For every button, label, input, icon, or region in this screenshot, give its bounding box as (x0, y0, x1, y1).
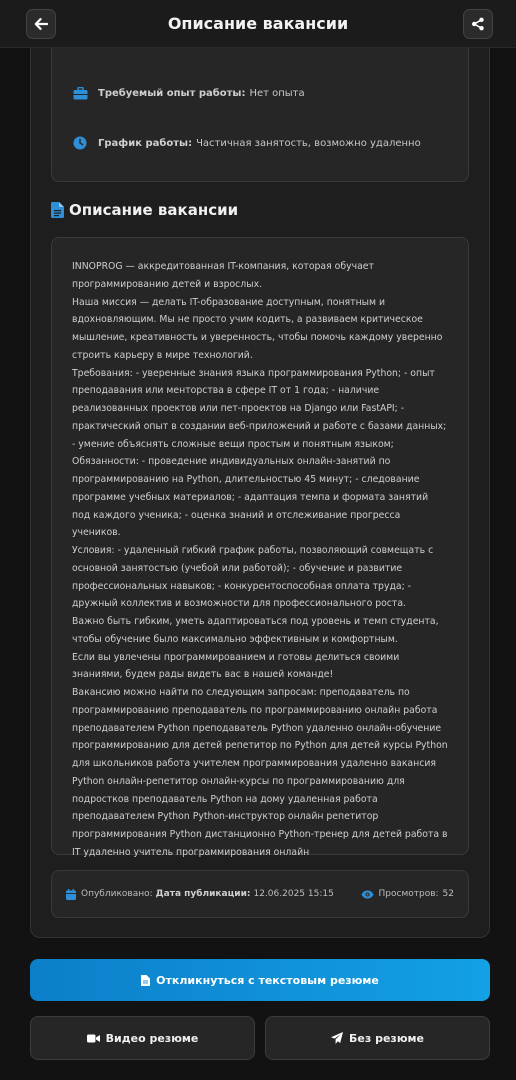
clock-icon (72, 135, 88, 151)
apply-label: Откликнуться с текстовым резюме (156, 973, 379, 987)
publication-meta (51, 870, 469, 918)
eye-icon (361, 890, 374, 899)
description-paragraph: Наша миссия — делать IT-образование доступным, понятным и вдохновляющим. Мы не просто учим кодить, а развиваем критическое мышление, креативность и уверенность, чтобы помочь каждому уверенно строить карьеру в мире технологий. (72, 296, 443, 361)
apply-with-text-resume-button[interactable] (30, 959, 490, 1001)
video-camera-icon (87, 1034, 100, 1043)
description-paragraph: Важно быть гибким, уметь адаптироваться под уровень и темп студента, чтобы обучение было максимально эффективным и комфортным. (72, 616, 439, 645)
experience-label: Требуемый опыт работы: (98, 87, 246, 99)
back-button[interactable] (26, 9, 56, 39)
experience-value: Нет опыта (249, 87, 305, 99)
schedule-value: Частичная занятость, возможно удаленно (196, 137, 421, 149)
section-title: Описание вакансии (69, 201, 239, 219)
experience-row (72, 85, 305, 101)
description-heading (51, 201, 238, 219)
video-resume-button[interactable] (30, 1016, 255, 1060)
document-icon (51, 202, 64, 218)
vacancy-card (30, 48, 490, 938)
publication-info (66, 889, 334, 900)
video-resume-label: Видео резюме (105, 1031, 199, 1045)
file-icon (141, 975, 150, 986)
briefcase-icon (72, 85, 88, 101)
page-title: Описание вакансии (167, 14, 349, 33)
description-paragraph: INNOPROG — аккредитованная IT-компания, которая обучает программированию детей и взрослых. (72, 261, 374, 290)
share-icon (471, 17, 485, 31)
vacancy-info-box (51, 48, 469, 182)
calendar-icon (66, 889, 76, 900)
no-resume-button[interactable] (265, 1016, 490, 1060)
description-paragraph: Требования: - уверенные знания языка программирования Python; - опыт преподавания или менторства в сфере IT от 1 года; - наличие реализованных проектов или пет-проектов на Django или FastAPI; - практический опыт в создании веб-приложений и работе с базами данных; - умение объяснять сложные вещи простым и понятным языком; (72, 367, 447, 450)
views-info (361, 889, 454, 899)
top-bar (0, 0, 516, 48)
share-button[interactable] (463, 9, 493, 39)
description-paragraph: Обязанности: - проведение индивидуальных онлайн-занятий по программированию на Python, длительностью 45 минут; - следование программе учебных материалов; - адаптация темпа и формата занятий под каждого ученика; - оценка знаний и отслеживание прогресса учеников. (72, 456, 429, 539)
description-paragraph: Условия: - удаленный гибкий график работы, позволяющий совмещать с основной занятостью (учебой или работой); - обучение и развитие профессиональных навыков; - конкурентоспособная оплата труда; - дружный коллектив и возможности для профессионального роста. (72, 545, 434, 610)
paper-plane-icon (331, 1032, 343, 1044)
description-box (51, 237, 469, 858)
date-label: Дата публикации: (155, 889, 251, 899)
arrow-left-icon (34, 17, 48, 31)
views-value: 52 (442, 889, 454, 899)
date-value: 12.06.2025 15:15 (253, 889, 334, 899)
views-label: Просмотров: (378, 889, 439, 899)
description-paragraph: Если вы увлечены программированием и готовы делиться своими знаниями, будем рады видеть вас в нашей команде! (72, 651, 400, 681)
description-paragraph: Вакансию можно найти по следующим запросам: преподаватель по программированию преподаватель по программированию онлайн работа преподавателем Python преподаватель Python удаленно онлайн-обучение программированию для детей репетитор по Python для детей курсы Python для школьников работа учителем программирования удаленно вакансия Python онлайн-репетитор онлайн-курсы по программированию для подростков преподаватель Python на дому удаленная работа преподавателем Python Python-инструктор онлайн репетитор программирования Python дистанционно Python-тренер для детей работа в IT удаленно учитель программирования онлайн (72, 687, 448, 858)
schedule-row (72, 135, 421, 151)
schedule-label: График работы: (98, 137, 193, 149)
published-label: Опубликовано: (81, 889, 153, 899)
no-resume-label: Без резюме (349, 1031, 424, 1045)
